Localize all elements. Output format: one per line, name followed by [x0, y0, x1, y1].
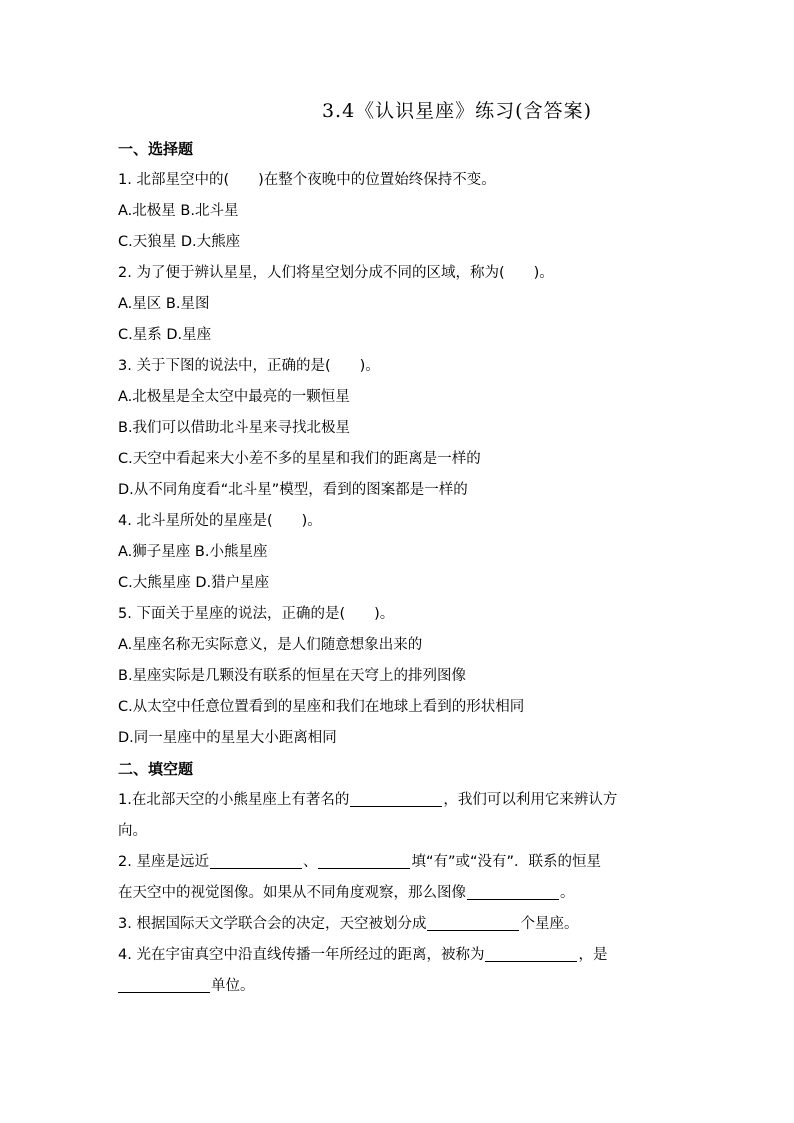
question-text: 在天空中的视觉图像。如果从不同角度观察，那么图像 — [118, 885, 466, 901]
question-text: 个星座。 — [520, 916, 579, 932]
option-line: A.星座名称无实际意义，是人们随意想象出来的 — [118, 637, 423, 653]
option-line: C.大熊星座 D.猎户星座 — [118, 575, 270, 591]
option-line: A.狮子星座 B.小熊星座 — [118, 544, 268, 560]
question-line — [118, 785, 683, 816]
option-line: C.星系 D.星座 — [118, 327, 212, 343]
question-line: 向。 — [118, 823, 147, 839]
question-line — [118, 878, 683, 909]
answer-blank[interactable] — [427, 929, 519, 931]
choice-questions — [118, 165, 683, 754]
question-text: 、 — [302, 854, 318, 870]
question-text: ，是 — [578, 947, 608, 963]
document-content — [118, 134, 683, 1002]
question-text: ，我们可以利用它来辨认方 — [443, 792, 618, 808]
answer-blank[interactable] — [210, 867, 302, 869]
answer-blank[interactable] — [467, 898, 559, 900]
answer-blank[interactable] — [318, 867, 410, 869]
option-line: A.北极星 B.北斗星 — [118, 203, 239, 219]
question-line: 2. 为了便于辨认星星，人们将星空划分成不同的区域，称为( )。 — [118, 265, 554, 281]
question-text: 1.在北部天空的小熊星座上有著名的 — [118, 792, 350, 808]
option-line: C.天狼星 D.大熊座 — [118, 234, 241, 250]
question-text: 2. 星座是远近 — [118, 854, 209, 870]
answer-blank[interactable] — [485, 960, 577, 962]
question-text: 3. 根据国际天文学联合会的决定，天空被划分成 — [118, 916, 427, 932]
question-line: 1. 北部星空中的( )在整个夜晚中的位置始终保持不变。 — [118, 172, 496, 188]
option-line: A.星区 B.星图 — [118, 296, 210, 312]
option-line: B.星座实际是几颗没有联系的恒星在天穹上的排列图像 — [118, 668, 467, 684]
question-text: 填“有”或“没有”．联系的恒星 — [411, 854, 601, 870]
fill-question-4 — [118, 940, 683, 1002]
fill-question-1 — [118, 785, 683, 847]
question-line — [118, 940, 683, 971]
question-text: 单位。 — [211, 978, 255, 994]
question-line: 4. 北斗星所处的星座是( )。 — [118, 513, 322, 529]
option-line: C.从太空中任意位置看到的星座和我们在地球上看到的形状相同 — [118, 699, 525, 715]
fill-question-3 — [118, 909, 683, 940]
question-text: 4. 光在宇宙真空中沿直线传播一年所经过的距离，被称为 — [118, 947, 485, 963]
option-line: A.北极星是全太空中最亮的一颗恒星 — [118, 389, 350, 405]
question-line: 3. 关于下图的说法中，正确的是( )。 — [118, 358, 380, 374]
document-title: 3.4《认识星座》练习(含答案) — [321, 100, 593, 122]
question-line — [118, 909, 683, 940]
section-heading-fill: 二、填空题 — [118, 760, 194, 778]
question-line — [118, 847, 683, 878]
answer-blank[interactable] — [118, 991, 210, 993]
option-line: B.我们可以借助北斗星来寻找北极星 — [118, 420, 351, 436]
answer-blank[interactable] — [350, 805, 442, 807]
option-line: C.天空中看起来大小差不多的星星和我们的距离是一样的 — [118, 451, 481, 467]
option-line: D.同一星座中的星星大小距离相同 — [118, 730, 337, 746]
question-text: 。 — [560, 885, 575, 901]
option-line: D.从不同角度看“北斗星”模型，看到的图案都是一样的 — [118, 482, 468, 498]
question-line: 5. 下面关于星座的说法，正确的是( )。 — [118, 606, 395, 622]
question-line — [118, 971, 683, 1002]
fill-question-2 — [118, 847, 683, 909]
section-heading-choice: 一、选择题 — [118, 140, 194, 158]
